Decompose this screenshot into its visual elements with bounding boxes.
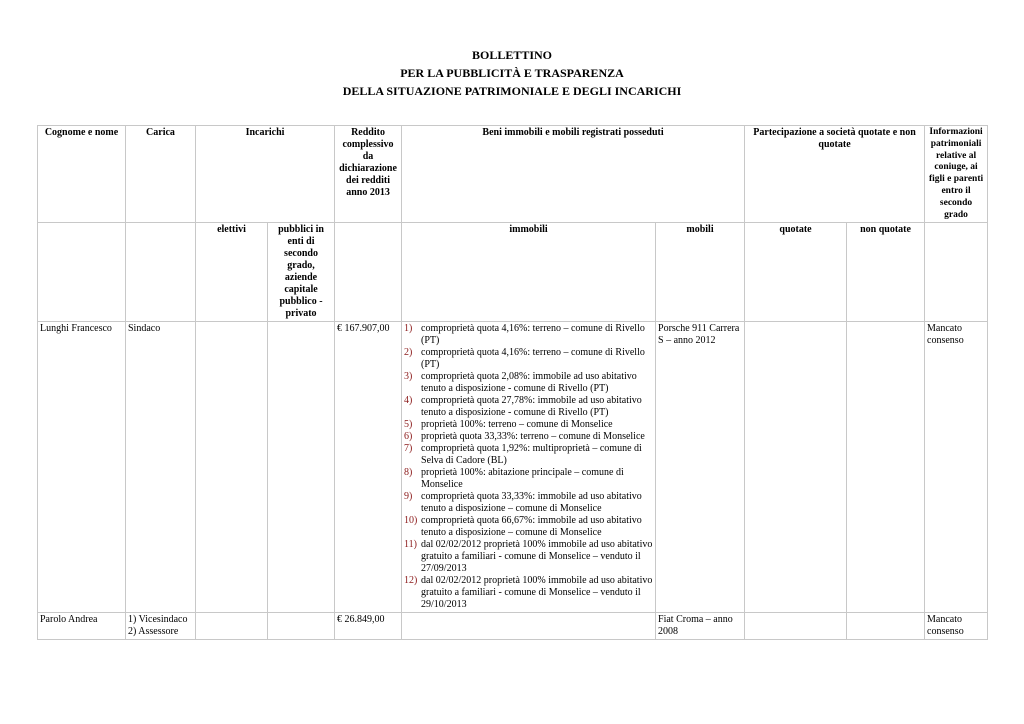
list-item: 1) comproprietà quota 4,16%: terreno – comune di Rivello (PT) <box>404 323 645 347</box>
list-item: 3) comproprietà quota 2,08%: immobile ad uso abitativo tenuto a disposizione - comune di Rivello (PT) <box>404 371 637 395</box>
header-carica: Carica <box>126 126 196 223</box>
title-line-1: BOLLETTINO <box>471 48 553 62</box>
table-row <box>38 322 988 613</box>
cell-pubblici <box>268 322 335 613</box>
list-item: 10) comproprietà quota 66,67%: immobile ad uso abitativo tenuto a disposizione – comune di Monselice <box>404 515 642 539</box>
subheader-empty <box>335 223 402 322</box>
cell-elettivi <box>196 613 268 640</box>
title-line-2: PER LA PUBBLICITÀ E TRASPARENZA <box>400 66 624 80</box>
subheader-elettivi: elettivi <box>196 223 268 322</box>
list-item: 12) dal 02/02/2012 proprietà 100% immobile ad uso abitativo gratuito a familiari - comune di Monselice – venduto il 29/10/2013 <box>404 575 653 611</box>
carica-line: 1) Vicesindaco <box>128 614 188 626</box>
list-item: 4) comproprietà quota 27,78%: immobile ad uso abitativo tenuto a disposizione - comune di Rivello (PT) <box>404 395 642 419</box>
subheader-pubblici: pubblici in enti di secondo grado, aziende capitale pubblico - privato <box>268 223 335 322</box>
subheader-empty <box>38 223 126 322</box>
cell-pubblici <box>268 613 335 640</box>
cell-carica <box>126 613 196 640</box>
header-row-1 <box>38 126 988 223</box>
cell-immobili <box>402 322 656 613</box>
carica-line: 2) Assessore <box>128 626 179 638</box>
subheader-non-quotate: non quotate <box>847 223 925 322</box>
header-beni: Beni immobili e mobili registrati posseduti <box>402 126 745 223</box>
cell-nome: Parolo Andrea <box>38 613 126 640</box>
cell-quotate <box>745 322 847 613</box>
header-reddito: Reddito complessivo da dichiarazione dei redditi anno 2013 <box>335 126 402 223</box>
cell-immobili <box>402 613 656 640</box>
header-row-2 <box>38 223 988 322</box>
cell-non-quotate <box>847 322 925 613</box>
subheader-quotate: quotate <box>745 223 847 322</box>
document-title <box>0 46 1024 100</box>
cell-mobili: Fiat Croma – anno 2008 <box>656 613 745 640</box>
subheader-empty <box>925 223 988 322</box>
cell-nome: Lunghi Francesco <box>38 322 126 613</box>
subheader-empty <box>126 223 196 322</box>
cell-quotate <box>745 613 847 640</box>
cell-reddito: € 167.907,00 <box>335 322 402 613</box>
cell-info: Mancato consenso <box>925 322 988 613</box>
immobili-list <box>404 323 653 611</box>
list-item: 2) comproprietà quota 4,16%: terreno – comune di Rivello (PT) <box>404 347 645 371</box>
list-item: 11) dal 02/02/2012 proprietà 100% immobile ad uso abitativo gratuito a familiari - comune di Monselice – venduto il 27/09/2013 <box>404 539 653 575</box>
title-line-3: DELLA SITUAZIONE PATRIMONIALE E DEGLI INCARICHI <box>342 84 682 98</box>
list-item: 5) proprietà 100%: terreno – comune di Monselice <box>404 419 613 431</box>
subheader-immobili: immobili <box>402 223 656 322</box>
header-informazioni: Informazioni patrimoniali relative al coniuge, ai figli e parenti entro il secondo grado <box>925 126 988 223</box>
subheader-mobili: mobili <box>656 223 745 322</box>
list-item: 8) proprietà 100%: abitazione principale – comune di Monselice <box>404 467 624 491</box>
cell-carica: Sindaco <box>126 322 196 613</box>
cell-info: Mancato consenso <box>925 613 988 640</box>
list-item: 6) proprietà quota 33,33%: terreno – comune di Monselice <box>404 431 645 443</box>
header-partecipazione: Partecipazione a società quotate e non quotate <box>745 126 925 223</box>
list-item: 9) comproprietà quota 33,33%: immobile ad uso abitativo tenuto a disposizione – comune di Monselice <box>404 491 642 515</box>
header-cognome: Cognome e nome <box>38 126 126 223</box>
cell-non-quotate <box>847 613 925 640</box>
cell-mobili: Porsche 911 Carrera S – anno 2012 <box>656 322 745 613</box>
assets-table <box>37 125 988 640</box>
cell-elettivi <box>196 322 268 613</box>
header-incarichi: Incarichi <box>196 126 335 223</box>
cell-reddito: € 26.849,00 <box>335 613 402 640</box>
list-item: 7) comproprietà quota 1,92%: multiproprietà – comune di Selva di Cadore (BL) <box>404 443 642 467</box>
table-row <box>38 613 988 640</box>
